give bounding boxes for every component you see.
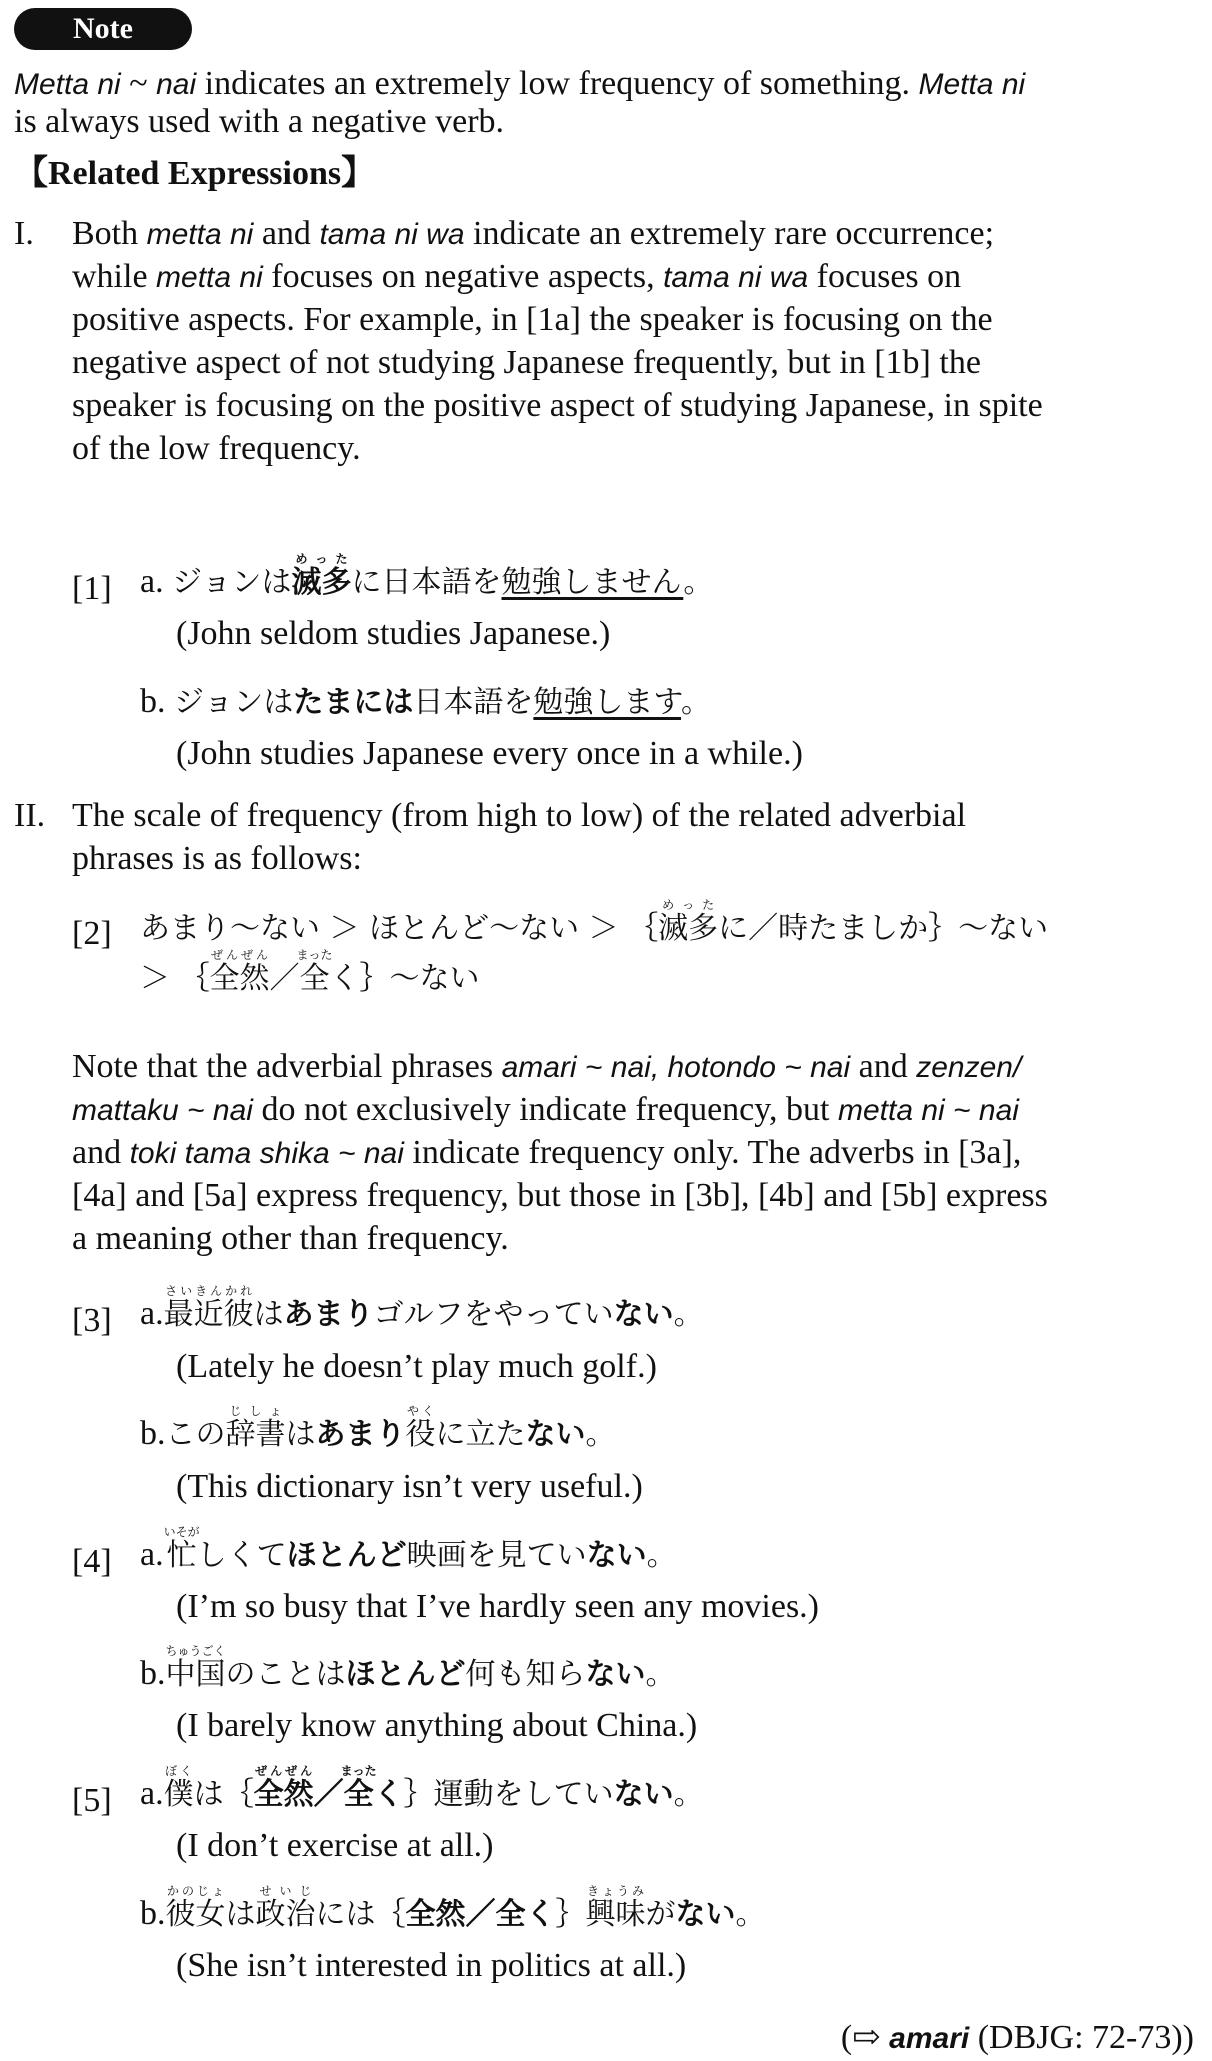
example-number-1: [1] bbox=[72, 570, 112, 607]
jp-bold: ない bbox=[525, 1417, 586, 1452]
jp-text: に日本語を bbox=[351, 565, 502, 600]
jp-bold: ない bbox=[585, 1657, 646, 1692]
text: and bbox=[850, 1048, 917, 1085]
jp-text: は bbox=[285, 1417, 316, 1452]
sec1-line-2 bbox=[72, 255, 961, 300]
item-label: a. bbox=[140, 1536, 164, 1573]
text: focuses on bbox=[808, 258, 962, 295]
jp-bold: く bbox=[373, 1777, 404, 1812]
tilde: ~ bbox=[120, 65, 157, 102]
ruby-word: 中国ちゅうごく bbox=[165, 1644, 226, 1692]
jp-text: ゴルフをやってい bbox=[373, 1297, 614, 1332]
jp-text: 日本語を bbox=[413, 685, 534, 720]
example-number-5: [5] bbox=[72, 1782, 112, 1819]
intro-line-2: is always used with a negative verb. bbox=[14, 103, 505, 140]
jp-bold: ない bbox=[675, 1897, 736, 1932]
sec2-line-1: The scale of frequency (from high to low) of the related adverbial bbox=[72, 797, 967, 834]
example-5b-translation: (She isn’t interested in politics at all.) bbox=[176, 1947, 687, 1984]
example-4b-japanese bbox=[140, 1644, 676, 1697]
example-number-4: [4] bbox=[72, 1543, 112, 1580]
jp-bold: ない bbox=[613, 1297, 674, 1332]
text: do not exclusively indicate frequency, but bbox=[252, 1091, 838, 1128]
text: (DBJG: 72-73)) bbox=[969, 2019, 1194, 2056]
text: and bbox=[253, 215, 320, 252]
ruby-word: 滅多めった bbox=[291, 552, 352, 600]
text: indicate an extremely rare occurrence; bbox=[464, 215, 995, 252]
section-heading: 【Related Expressions】 bbox=[14, 155, 376, 192]
ruby-word: 最近さいきん bbox=[163, 1284, 224, 1332]
jp-text: しくて bbox=[196, 1538, 287, 1573]
ruby-word: 全然ぜんぜん bbox=[209, 948, 270, 996]
jp-bold: あまり bbox=[283, 1297, 374, 1332]
jp-bold: ない bbox=[586, 1538, 647, 1573]
note-label: Note bbox=[14, 8, 192, 50]
note2-line-4: [4a] and [5a] express frequency, but those in [3b], [4b] and [5b] express bbox=[72, 1177, 1048, 1214]
item-label: a. bbox=[140, 563, 164, 600]
ruby-word: 忙いそが bbox=[163, 1525, 200, 1573]
item-label: b. bbox=[140, 1895, 166, 1932]
note2-line-2 bbox=[72, 1088, 1019, 1133]
note2-line-1 bbox=[72, 1045, 1021, 1090]
jp-text: に立た bbox=[435, 1417, 526, 1452]
item-label: a. bbox=[140, 1775, 164, 1812]
term: Metta ni bbox=[918, 68, 1026, 101]
example-4a-japanese bbox=[140, 1525, 677, 1578]
jp-text: 何も知ら bbox=[465, 1657, 586, 1692]
item-label: b. bbox=[140, 1655, 166, 1692]
text: indicate frequency only. The adverbs in [3a], bbox=[403, 1134, 1022, 1171]
example-5a-translation: (I don’t exercise at all.) bbox=[176, 1827, 494, 1864]
sec1-line-5: speaker is focusing on the positive aspect of studying Japanese, in spite bbox=[72, 387, 1043, 424]
jp-text: は bbox=[253, 1297, 284, 1332]
example-2-line-2 bbox=[140, 948, 480, 1001]
sec1-line-1 bbox=[72, 212, 995, 257]
text: and bbox=[72, 1134, 130, 1171]
example-3a-japanese bbox=[140, 1284, 704, 1337]
term: amari ~ nai, hotondo ~ nai bbox=[501, 1051, 851, 1084]
term: nai bbox=[156, 68, 197, 101]
jp-underlined: 勉強しません bbox=[501, 565, 684, 600]
ruby-word: 僕ぼく bbox=[163, 1764, 194, 1812]
jp-text: が bbox=[645, 1897, 676, 1932]
sec1-line-4: negative aspect of not studying Japanese frequently, but in [1b] the bbox=[72, 344, 981, 381]
term: amari bbox=[889, 2022, 970, 2055]
term: zenzen/ bbox=[916, 1051, 1022, 1084]
example-2-line-1 bbox=[140, 898, 1048, 951]
jp-bold: 全然／全く bbox=[405, 1897, 556, 1932]
item-label: a. bbox=[140, 1295, 164, 1332]
term: Metta ni bbox=[14, 68, 121, 101]
example-1b-japanese bbox=[140, 680, 711, 725]
example-number-2: [2] bbox=[72, 915, 112, 952]
jp-text: ＞ ｛ bbox=[140, 961, 210, 996]
ruby-word: 興味きょうみ bbox=[585, 1884, 646, 1932]
text: Note that the adverbial phrases bbox=[72, 1048, 502, 1085]
term: tama ni wa bbox=[663, 261, 809, 294]
jp-text: ジョンは bbox=[172, 565, 292, 600]
cross-reference bbox=[841, 2016, 1194, 2061]
jp-text: 。 bbox=[646, 1538, 677, 1573]
ruby-word: 滅多めった bbox=[658, 898, 719, 946]
example-3a-translation: (Lately he doesn’t play much golf.) bbox=[176, 1348, 657, 1385]
example-4b-translation: (I barely know anything about China.) bbox=[176, 1707, 698, 1744]
jp-text: く｝～ない bbox=[329, 961, 480, 996]
text: indicates an extremely low frequency of something. bbox=[196, 65, 919, 102]
ruby-word: 辞書じしょ bbox=[225, 1404, 286, 1452]
text: focuses on negative aspects, bbox=[262, 258, 664, 295]
term: toki tama shika ~ nai bbox=[129, 1137, 404, 1170]
jp-text: は｛ bbox=[193, 1777, 254, 1812]
text: Both bbox=[72, 215, 147, 252]
ruby-word: 役やく bbox=[405, 1404, 436, 1452]
jp-bold: ほとんど bbox=[345, 1657, 466, 1692]
jp-bold: あまり bbox=[315, 1417, 406, 1452]
term: metta ni ~ nai bbox=[838, 1094, 1019, 1127]
sec1-line-3: positive aspects. For example, in [1a] the speaker is focusing on the bbox=[72, 301, 993, 338]
jp-bold: ない bbox=[613, 1777, 674, 1812]
ruby-word: 政治せいじ bbox=[255, 1884, 316, 1932]
sec2-line-2: phrases is as follows: bbox=[72, 840, 362, 877]
sec1-line-6: of the low frequency. bbox=[72, 430, 361, 467]
term: metta ni bbox=[146, 218, 254, 251]
section-numeral-1: I. bbox=[14, 215, 34, 252]
jp-text: に／時たましか｝～ない bbox=[718, 911, 1049, 946]
note2-line-5: a meaning other than frequency. bbox=[72, 1220, 509, 1257]
jp-text: 。 bbox=[585, 1417, 616, 1452]
example-5a-japanese bbox=[140, 1764, 704, 1817]
item-label: b. bbox=[140, 683, 166, 720]
note2-line-3 bbox=[72, 1131, 1021, 1176]
example-3b-japanese bbox=[140, 1404, 616, 1457]
jp-text: この bbox=[165, 1417, 226, 1452]
jp-text: は bbox=[225, 1897, 256, 1932]
jp-text: 。 bbox=[673, 1777, 704, 1812]
example-1b-translation: (John studies Japanese every once in a while.) bbox=[176, 735, 803, 772]
jp-bold: ／ bbox=[313, 1777, 344, 1812]
jp-text: には｛ bbox=[315, 1897, 406, 1932]
jp-bold: たまには bbox=[293, 685, 414, 720]
jp-bold: ほとんど bbox=[286, 1538, 407, 1573]
ruby-word: 全まった bbox=[340, 1764, 377, 1812]
ruby-word: 彼女かのじょ bbox=[165, 1884, 226, 1932]
jp-text: 。 bbox=[683, 565, 714, 600]
ruby-word: 全まった bbox=[296, 948, 333, 996]
example-1a-translation: (John seldom studies Japanese.) bbox=[176, 615, 611, 652]
example-number-3: [3] bbox=[72, 1302, 112, 1339]
jp-text: 。 bbox=[681, 685, 712, 720]
term: mattaku ~ nai bbox=[72, 1094, 253, 1127]
term: metta ni bbox=[156, 261, 263, 294]
ruby-word: 全然ぜんぜん bbox=[253, 1764, 314, 1812]
ruby-word: 彼かれ bbox=[223, 1284, 254, 1332]
example-4a-translation: (I’m so busy that I’ve hardly seen any movies.) bbox=[176, 1588, 819, 1625]
jp-text: ／ bbox=[269, 961, 300, 996]
jp-text: ｝ bbox=[555, 1897, 586, 1932]
jp-text: ジョンは bbox=[174, 685, 294, 720]
jp-text: のことは bbox=[225, 1657, 346, 1692]
term: tama ni wa bbox=[319, 218, 465, 251]
jp-text: あまり～ない ＞ ほとんど～ない ＞ ｛ bbox=[140, 911, 659, 946]
example-5b-japanese bbox=[140, 1884, 766, 1937]
jp-text: 。 bbox=[735, 1897, 766, 1932]
example-1a-japanese bbox=[140, 552, 713, 605]
jp-text: 。 bbox=[645, 1657, 676, 1692]
jp-text: ｝運動をしてい bbox=[403, 1777, 614, 1812]
example-3b-translation: (This dictionary isn’t very useful.) bbox=[176, 1468, 643, 1505]
jp-underlined: 勉強します bbox=[533, 685, 682, 720]
jp-text: 映画を見てい bbox=[406, 1538, 587, 1573]
jp-text: 。 bbox=[673, 1297, 704, 1332]
item-label: b. bbox=[140, 1415, 166, 1452]
arrow-icon: (⇨ bbox=[840, 2019, 890, 2056]
section-numeral-2: II. bbox=[14, 797, 46, 834]
text: while bbox=[72, 258, 157, 295]
